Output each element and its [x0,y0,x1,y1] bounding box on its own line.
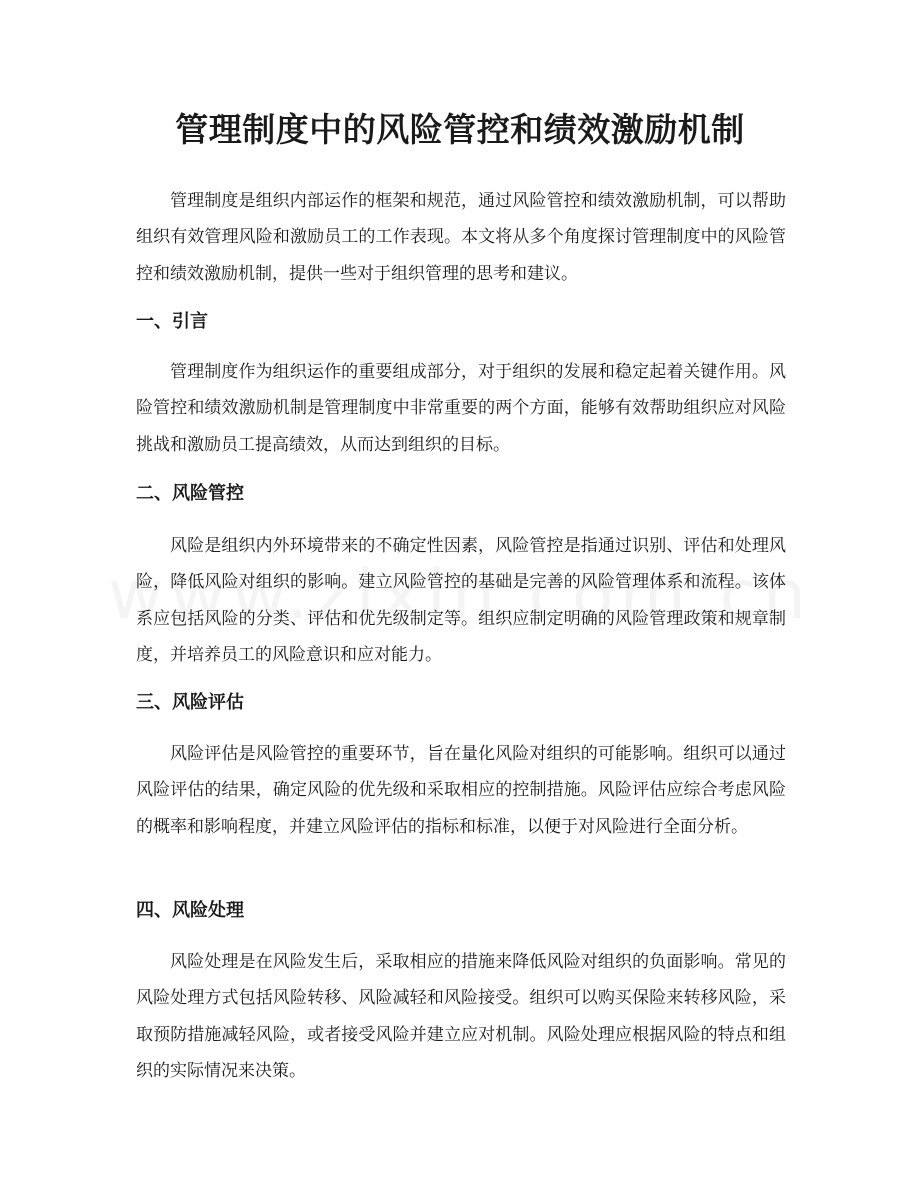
section-heading-introduction: 一、引言 [136,311,208,332]
section-body-introduction: 管理制度作为组织运作的重要组成部分，对于组织的发展和稳定起着关键作用。风险管控和绩效激励机制是管理制度中非常重要的两个方面，能够有效帮助组织应对风险挑战和激励员工提高绩效，从而达到组织的目标。 [136,362,786,455]
section-body-risk-control: 风险是组织内外环境带来的不确定性因素，风险管控是指通过识别、评估和处理风险，降低风险对组织的影响。建立风险管控的基础是完善的风险管理体系和流程。该体系应包括风险的分类、评估和优先级制定等。组织应制定明确的风险管理政策和规章制度，并培养员工的风险意识和应对能力。 [136,536,786,666]
document-title: 管理制度中的风险管控和绩效激励机制 [175,110,745,149]
section-heading-risk-assessment: 三、风险评估 [136,692,244,713]
intro-paragraph: 管理制度是组织内部运作的框架和规范，通过风险管控和绩效激励机制，可以帮助组织有效管理风险和激励员工的工作表现。本文将从多个角度探讨管理制度中的风险管控和绩效激励机制，提供一些对于组织管理的思考和建议。 [136,191,786,284]
section-heading-risk-handling: 四、风险处理 [136,900,244,921]
section-heading-risk-control: 二、风险管控 [136,483,244,504]
section-body-risk-handling: 风险处理是在风险发生后，采取相应的措施来降低风险对组织的负面影响。常见的风险处理方式包括风险转移、风险减轻和风险接受。组织可以购买保险来转移风险，采取预防措施减轻风险，或者接受风险并建立应对机制。风险处理应根据风险的特点和组织的实际情况来决策。 [136,952,786,1082]
section-body-risk-assessment: 风险评估是风险管控的重要环节，旨在量化风险对组织的可能影响。组织可以通过风险评估的结果，确定风险的优先级和采取相应的控制措施。风险评估应综合考虑风险的概率和影响程度，并建立风险评估的指标和标准，以便于对风险进行全面分析。 [136,744,786,837]
